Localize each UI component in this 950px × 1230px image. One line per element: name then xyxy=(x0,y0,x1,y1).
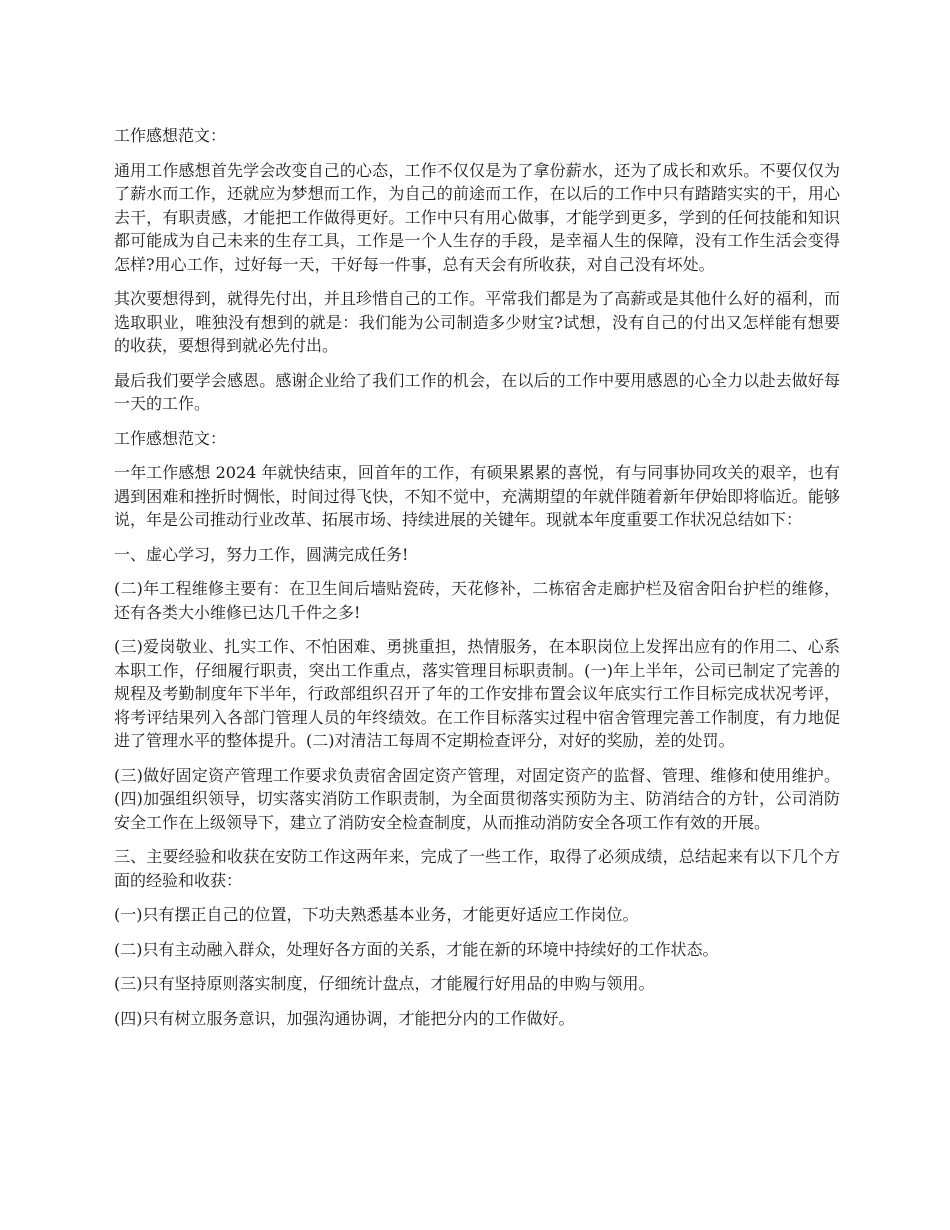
paragraph: 三、主要经验和收获在安防工作这两年来，完成了一些工作，取得了必须成绩，总结起来有以下几个方面的经验和收获： xyxy=(114,847,840,890)
list-item: (二)只有主动融入群众，处理好各方面的关系，才能在新的环境中持续好的工作状态。 xyxy=(114,939,719,959)
list-item: (二)年工程维修主要有：在卫生间后墙贴瓷砖，天花修补，二栋宿舍走廊护栏及宿舍阳台护栏的维修，还有各类大小维修已达几千件之多! xyxy=(114,579,840,622)
paragraph: 通用工作感想首先学会改变自己的心态，工作不仅仅是为了拿份薪水，还为了成长和欢乐。不要仅仅为了薪水而工作，还就应为梦想而工作，为自己的前途而工作，在以后的工作中只有踏踏实实的干，用心去干，有职责感，才能把工作做得更好。工作中只有用心做事，才能学到更多，学到的任何技能和知识都可能成为自己未来的生存工具，工作是一个人生存的手段，是幸福人生的保障，没有工作生活会变得怎样?用心工作，过好每一天，干好每一件事，总有天会有所收获，对自己没有坏处。 xyxy=(114,160,840,274)
paragraph: 其次要想得到，就得先付出，并且珍惜自己的工作。平常我们都是为了高薪或是其他什么好的福利，而选取职业，唯独没有想到的就是：我们能为公司制造多少财宝?试想，没有自己的付出又怎样能有想要的收获，要想得到就必先付出。 xyxy=(114,289,840,355)
list-item: (一)只有摆正自己的位置，下功夫熟悉基本业务，才能更好适应工作岗位。 xyxy=(114,905,639,924)
list-item: (三)爱岗敬业、扎实工作、不怕困难、勇挑重担，热情服务，在本职岗位上发挥出应有的作用二、心系本职工作，仔细履行职责，突出工作重点，落实管理目标职责制。(一)年上半年，公司已制定了完善的规程及考勤制度年下半年，行政部组织召开了年的工作安排布置会议年底实行工作目标完成状况考评，将考评结果列入各部门管理人员的年终绩效。在工作目标落实过程中宿舍管理完善工作制度，有力地促进了管理水平的整体提升。(二)对清洁工每周不定期检查评分，对好的奖励，差的处罚。 xyxy=(114,637,840,750)
list-item: 一、虚心学习，努力工作，圆满完成任务! xyxy=(114,544,409,564)
document-body xyxy=(114,124,840,1041)
list-item: (四)只有树立服务意识，加强沟通协调，才能把分内的工作做好。 xyxy=(114,1008,575,1028)
list-item: (三)做好固定资产管理工作要求负责宿舍固定资产管理，对固定资产的监督、管理、维修和使用维护。(四)加强组织领导，切实落实消防工作职责制，为全面贯彻落实预防为主、防消结合的方针，公司消防安全工作在上级领导下，建立了消防安全检查制度，从而推动消防安全各项工作有效的开展。 xyxy=(114,765,840,832)
paragraph: 一年工作感想 2024 年就快结束，回首年的工作，有硕果累累的喜悦，有与同事协同攻关的艰辛，也有遇到困难和挫折时惆怅，时间过得飞快，不知不觉中，充满期望的年就伴随着新年伊始即将临近。能够说，年是公司推动行业改革、拓展市场、持续进展的关键年。现就本年度重要工作状况总结如下： xyxy=(114,463,840,529)
paragraph: 最后我们要学会感恩。感谢企业给了我们工作的机会，在以后的工作中要用感恩的心全力以赴去做好每一天的工作。 xyxy=(114,370,840,413)
list-item: (三)只有坚持原则落实制度，仔细统计盘点，才能履行好用品的申购与领用。 xyxy=(114,974,655,993)
section-heading: 工作感想范文： xyxy=(114,428,227,448)
section-heading: 工作感想范文： xyxy=(114,126,227,145)
